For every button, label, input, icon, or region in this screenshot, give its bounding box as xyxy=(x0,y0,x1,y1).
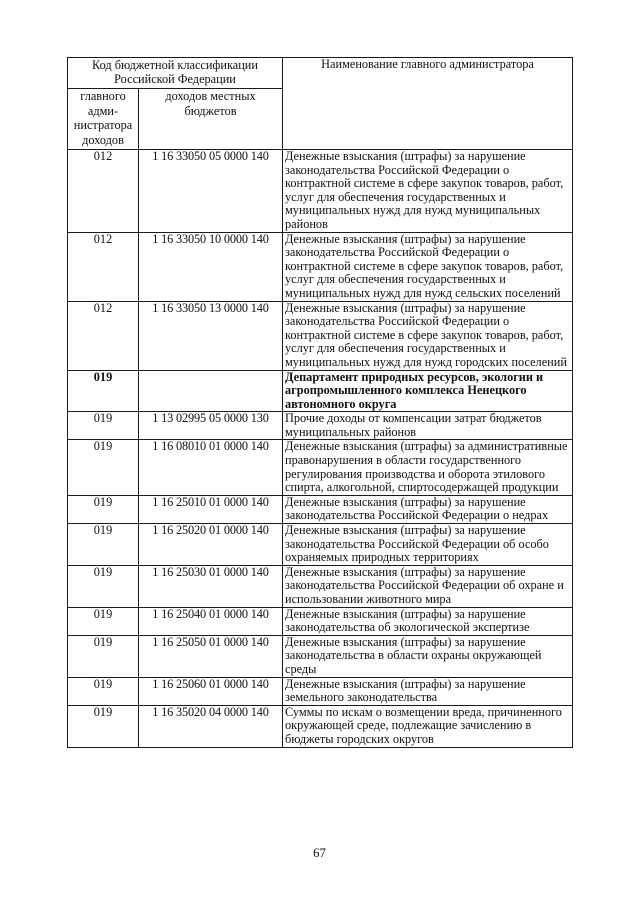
administrator-name-cell: Денежные взыскания (штрафы) за нарушение законодательства Российской Федерации о контрактной системе в сфере закупок товаров, работ, услуг для обеспечения государственных и муниципальных нужд для нужд сельских поселений xyxy=(283,232,573,301)
administrator-name-cell: Денежные взыскания (штрафы) за нарушение законодательства Российской Федерации об охране и использовании животного мира xyxy=(283,565,573,607)
table-row xyxy=(68,301,573,370)
table-body xyxy=(68,150,573,748)
budget-classification-table xyxy=(67,57,573,748)
revenue-code-cell: 1 16 25060 01 0000 140 xyxy=(139,677,283,705)
revenue-code-cell: 1 16 25030 01 0000 140 xyxy=(139,565,283,607)
header-budget-classification-code: Код бюджетной классификации Российской Федерации xyxy=(68,58,283,89)
admin-code-cell: 019 xyxy=(68,607,139,635)
table-row xyxy=(68,412,573,440)
admin-code-cell: 019 xyxy=(68,565,139,607)
administrator-name-cell: Прочие доходы от компенсации затрат бюджетов муниципальных районов xyxy=(283,412,573,440)
admin-code-cell: 019 xyxy=(68,495,139,523)
header-administrator-name: Наименование главного администратора xyxy=(283,58,573,150)
administrator-name-cell: Денежные взыскания (штрафы) за нарушение законодательства об экологической экспертизе xyxy=(283,607,573,635)
revenue-code-cell: 1 13 02995 05 0000 130 xyxy=(139,412,283,440)
administrator-name-cell: Департамент природных ресурсов, экологии и агропромышленного комплекса Ненецкого автономного округа xyxy=(283,370,573,412)
administrator-name-cell: Денежные взыскания (штрафы) за нарушение законодательства в области охраны окружающей среды xyxy=(283,635,573,677)
admin-code-cell: 012 xyxy=(68,232,139,301)
administrator-name-cell: Денежные взыскания (штрафы) за нарушение земельного законодательства xyxy=(283,677,573,705)
revenue-code-cell: 1 16 25020 01 0000 140 xyxy=(139,524,283,566)
header-chief-administrator: главного адми-нистратора доходов xyxy=(68,89,139,150)
table-row xyxy=(68,150,573,233)
table-row xyxy=(68,232,573,301)
revenue-code-cell: 1 16 33050 10 0000 140 xyxy=(139,232,283,301)
administrator-name-cell: Денежные взыскания (штрафы) за нарушение законодательства Российской Федерации о контрактной системе в сфере закупок товаров, работ, услуг для обеспечения государственных и муниципальных нужд для нужд муниципальных районов xyxy=(283,150,573,233)
admin-code-cell: 019 xyxy=(68,440,139,495)
table-row xyxy=(68,635,573,677)
admin-code-cell: 019 xyxy=(68,524,139,566)
revenue-code-cell: 1 16 33050 05 0000 140 xyxy=(139,150,283,233)
table-row xyxy=(68,565,573,607)
revenue-code-cell: 1 16 25010 01 0000 140 xyxy=(139,495,283,523)
admin-code-cell: 012 xyxy=(68,150,139,233)
table-row xyxy=(68,370,573,412)
table-row xyxy=(68,524,573,566)
administrator-name-cell: Суммы по искам о возмещении вреда, причиненного окружающей среде, подлежащие зачислению в бюджеты городских округов xyxy=(283,705,573,747)
table-header xyxy=(68,58,573,150)
revenue-code-cell: 1 16 35020 04 0000 140 xyxy=(139,705,283,747)
administrator-name-cell: Денежные взыскания (штрафы) за нарушение законодательства Российской Федерации о контрактной системе в сфере закупок товаров, работ, услуг для обеспечения государственных и муниципальных нужд для нужд городских поселений xyxy=(283,301,573,370)
revenue-code-cell: 1 16 08010 01 0000 140 xyxy=(139,440,283,495)
admin-code-cell: 012 xyxy=(68,301,139,370)
revenue-code-cell: 1 16 33050 13 0000 140 xyxy=(139,301,283,370)
revenue-code-cell: 1 16 25050 01 0000 140 xyxy=(139,635,283,677)
header-local-budget-revenue: доходов местных бюджетов xyxy=(139,89,283,150)
table-row xyxy=(68,677,573,705)
administrator-name-cell: Денежные взыскания (штрафы) за нарушение законодательства Российской Федерации о недрах xyxy=(283,495,573,523)
administrator-name-cell: Денежные взыскания (штрафы) за нарушение законодательства Российской Федерации об особо охраняемых природных территориях xyxy=(283,524,573,566)
table-row xyxy=(68,495,573,523)
revenue-code-cell: 1 16 25040 01 0000 140 xyxy=(139,607,283,635)
admin-code-cell: 019 xyxy=(68,705,139,747)
table-row xyxy=(68,440,573,495)
admin-code-cell: 019 xyxy=(68,635,139,677)
page-number: 67 xyxy=(313,845,326,860)
administrator-name-cell: Денежные взыскания (штрафы) за административные правонарушения в области государственного регулирования производства и оборота этилового спирта, алкогольной, спиртосодержащей продукции xyxy=(283,440,573,495)
revenue-code-cell xyxy=(139,370,283,412)
admin-code-cell: 019 xyxy=(68,677,139,705)
admin-code-cell: 019 xyxy=(68,412,139,440)
table-row xyxy=(68,705,573,747)
table-row xyxy=(68,607,573,635)
admin-code-cell: 019 xyxy=(68,370,139,412)
